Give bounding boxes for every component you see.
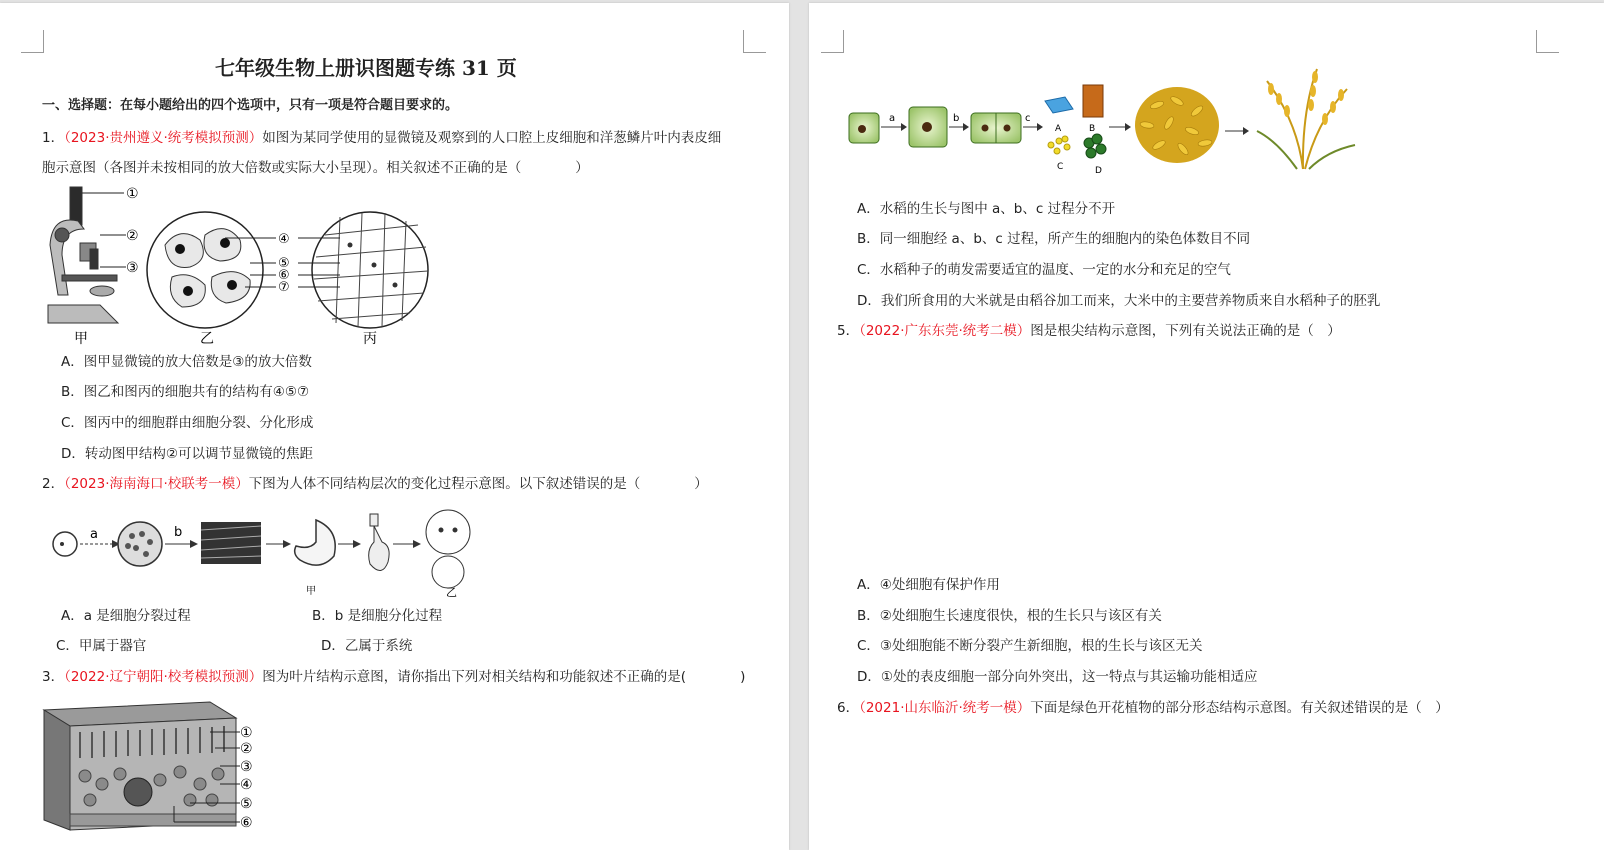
tissue-d-icon xyxy=(1084,134,1106,158)
q4-option-d: D．我们所食用的大米就是由稻谷加工而来，大米中的主要营养物质来自水稻种子的胚乳 xyxy=(857,293,1381,309)
question-text: 图是根尖结构示意图，下列有关说法正确的是（ ） xyxy=(1030,323,1341,339)
crop-mark xyxy=(821,30,844,53)
label-6: ⑥ xyxy=(278,268,290,283)
q2-option-c: C．甲属于器官 xyxy=(56,638,147,654)
q2-option-a: A．a 是细胞分裂过程 xyxy=(61,608,191,624)
microscope-icon xyxy=(48,187,118,323)
label-b: b xyxy=(174,525,183,540)
q5-option-b: B．②处细胞生长速度很快，根的生长只与该区有关 xyxy=(857,608,1162,624)
tissue-b-icon xyxy=(1083,85,1103,117)
rice-plant-icon xyxy=(1257,69,1355,169)
label-jia: 甲 xyxy=(74,331,88,347)
label-3: ③ xyxy=(126,260,139,276)
stomach-icon xyxy=(295,520,336,565)
question-6 xyxy=(837,699,1449,717)
q5-option-c: C．③处细胞能不断分裂产生新细胞，根的生长与该区无关 xyxy=(857,638,1203,654)
page-title: 七年级生物上册识图题专练 31 页 xyxy=(215,56,517,80)
onion-cells-diagram xyxy=(312,212,428,328)
leaf-label-4: ④ xyxy=(240,777,253,793)
rice-grains-icon xyxy=(1135,87,1219,163)
question-2 xyxy=(42,475,708,493)
q1-option-c: C．图丙中的细胞群由细胞分裂、分化形成 xyxy=(61,415,314,431)
leaf-label-5: ⑤ xyxy=(240,796,253,812)
question-source: （2023·海南海口·校联考一模） xyxy=(64,476,249,492)
label-D: D xyxy=(1095,166,1102,176)
tissue-c-icon xyxy=(1048,136,1070,154)
baby-icon xyxy=(426,510,470,588)
cheek-cells-diagram xyxy=(147,212,263,328)
question-5 xyxy=(837,322,1341,340)
crop-mark xyxy=(743,30,766,53)
q2-option-d: D．乙属于系统 xyxy=(321,638,413,654)
digestive-system-icon xyxy=(369,514,389,571)
leaf-cross-section-icon xyxy=(44,702,236,830)
question-number: 6． xyxy=(837,700,860,716)
question-number: 2． xyxy=(42,476,65,492)
label-yi: 乙 xyxy=(446,586,457,599)
q4-option-a: A．水稻的生长与图中 a、b、c 过程分不开 xyxy=(857,201,1116,217)
question-3 xyxy=(42,668,745,686)
crop-mark xyxy=(1536,30,1559,53)
question-number: 1． xyxy=(42,130,65,146)
question-1-text-line2: 胞示意图（各图并未按相同的放大倍数或实际大小呈现）。相关叙述不正确的是（ ） xyxy=(42,160,589,176)
tissue-a-icon xyxy=(1045,97,1073,113)
q5-option-a: A．④处细胞有保护作用 xyxy=(857,577,1000,593)
label-c: c xyxy=(1025,113,1031,124)
label-B: B xyxy=(1089,124,1096,134)
leaf-label-2: ② xyxy=(240,741,253,757)
q1-option-a: A．图甲显微镜的放大倍数是③的放大倍数 xyxy=(61,354,312,370)
q2-option-b: B．b 是细胞分化过程 xyxy=(312,608,443,624)
question-source: （2022·广东东莞·统考二模） xyxy=(859,323,1031,339)
document-page-1 xyxy=(0,3,789,850)
label-jia: 甲 xyxy=(306,586,316,597)
question-text: 下面是绿色开花植物的部分形态结构示意图。有关叙述错误的是（ ） xyxy=(1030,700,1449,716)
leaf-structure-figure xyxy=(40,696,270,836)
question-1 xyxy=(42,129,721,147)
label-bing: 丙 xyxy=(363,331,377,347)
body-levels-figure xyxy=(48,506,488,601)
label-C: C xyxy=(1057,162,1064,172)
q1-option-d: D．转动图甲结构②可以调节显微镜的焦距 xyxy=(61,446,313,462)
label-a: a xyxy=(90,527,98,542)
label-b: b xyxy=(953,113,960,124)
q4-option-c: C．水稻种子的萌发需要适宜的温度、一定的水分和充足的空气 xyxy=(857,262,1231,278)
q5-option-d: D．①处的表皮细胞一部分向外突出，这一特点与其运输功能相适应 xyxy=(857,669,1258,685)
leaf-label-1: ① xyxy=(240,725,253,741)
document-page-2 xyxy=(809,3,1604,850)
label-4: ④ xyxy=(278,232,290,247)
microscope-figure xyxy=(40,185,440,350)
leaf-label-3: ③ xyxy=(240,759,253,775)
label-A: A xyxy=(1055,124,1062,134)
question-text: 下图为人体不同结构层次的变化过程示意图。以下叙述错误的是（ ） xyxy=(248,476,708,492)
q4-option-b: B．同一细胞经 a、b、c 过程，所产生的细胞内的染色体数目不同 xyxy=(857,231,1251,247)
label-1: ① xyxy=(126,186,139,202)
rice-growth-figure xyxy=(847,61,1367,179)
question-source: （2022·辽宁朝阳·校考模拟预测） xyxy=(64,669,263,685)
leaf-label-6: ⑥ xyxy=(240,815,253,831)
label-5: ⑤ xyxy=(278,256,290,271)
label-2: ② xyxy=(126,228,139,244)
question-number: 3． xyxy=(42,669,65,685)
label-yi: 乙 xyxy=(200,331,214,347)
cell-ball-icon xyxy=(118,522,162,566)
q1-option-b: B．图乙和图丙的细胞共有的结构有④⑤⑦ xyxy=(61,384,310,400)
label-7: ⑦ xyxy=(278,280,290,295)
question-source: （2021·山东临沂·统考一模） xyxy=(859,700,1031,716)
crop-mark xyxy=(21,30,44,53)
section-heading: 一、选择题：在每小题给出的四个选项中，只有一项是符合题目要求的。 xyxy=(42,98,459,113)
question-text: 如图为某同学使用的显微镜及观察到的人口腔上皮细胞和洋葱鳞片叶内表皮细 xyxy=(262,130,722,146)
question-number: 5． xyxy=(837,323,860,339)
question-source: （2023·贵州遵义·统考模拟预测） xyxy=(64,130,263,146)
question-text: 图为叶片结构示意图，请你指出下列对相关结构和功能叙述不正确的是( ) xyxy=(262,669,746,685)
label-a: a xyxy=(889,113,896,124)
